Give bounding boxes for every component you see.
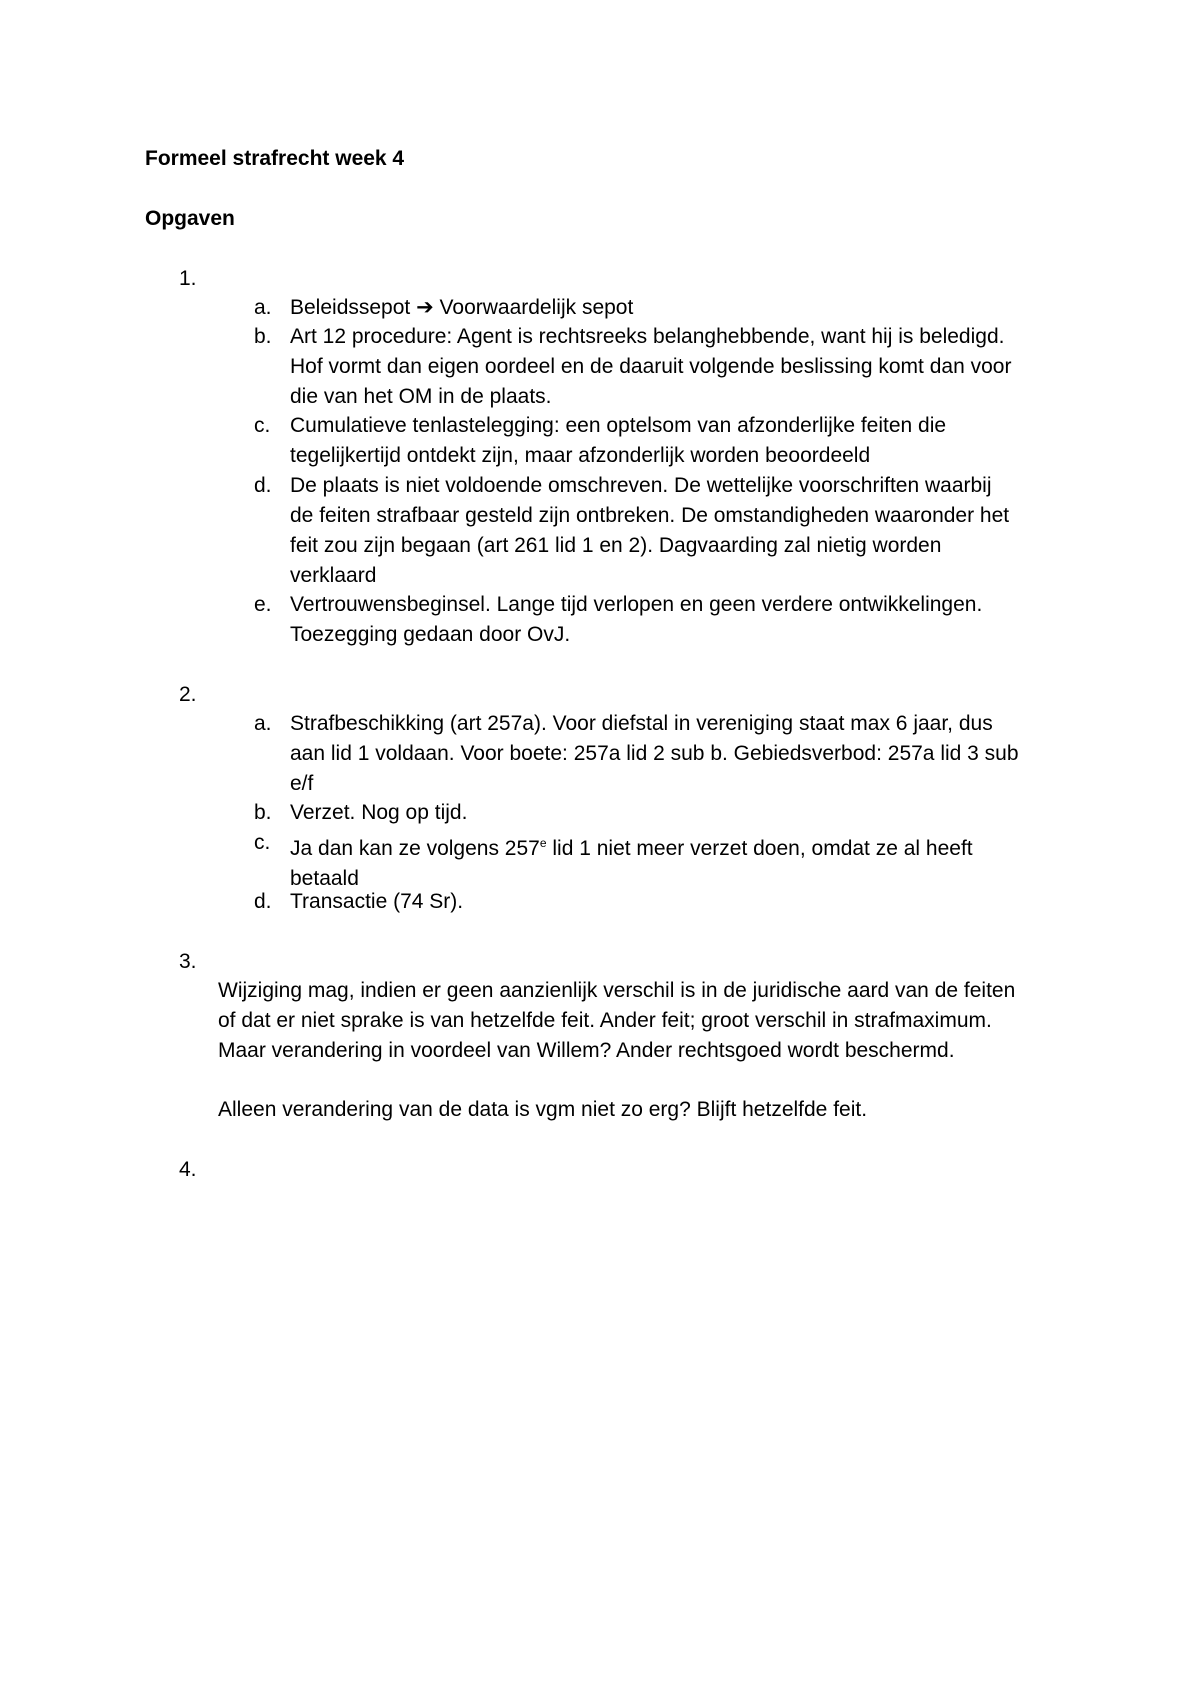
answer-line: Hof vormt dan eigen oordeel en de daaruit volgende beslissing komt dan voor <box>290 355 1012 378</box>
answer-2a <box>254 709 1074 799</box>
answer-line: Transactie (74 Sr). <box>290 890 464 913</box>
answer-text <box>290 411 1070 471</box>
answer-line: betaald <box>290 867 359 890</box>
answer-line: Vertrouwensbeginsel. Lange tijd verlopen en geen verdere ontwikkelingen. <box>290 593 983 616</box>
answer-line: verklaard <box>290 564 377 587</box>
answer-line: e/f <box>290 772 314 795</box>
answer-text <box>290 293 1070 323</box>
answer-line: aan lid 1 voldaan. Voor boete: 257a lid 2 sub b. Gebiedsverbod: 257a lid 3 sub <box>290 742 1019 765</box>
answer-line: feit zou zijn begaan (art 261 lid 1 en 2). Dagvaarding zal nietig worden <box>290 534 942 557</box>
answer-letter: a. <box>254 712 272 735</box>
answer-text-part: Beleidssepot <box>290 296 417 319</box>
superscript: e <box>539 836 547 850</box>
question-number-1: 1. <box>179 267 197 290</box>
answer-line: De plaats is niet voldoende omschreven. De wettelijke voorschriften waarbij <box>290 474 992 497</box>
answer-text-part: Voorwaardelijk sepot <box>433 296 634 319</box>
answer-1b <box>254 322 1074 412</box>
section-heading: Opgaven <box>145 207 235 230</box>
question-number-2: 2. <box>179 683 197 706</box>
answer-text <box>290 828 1070 894</box>
answer-line <box>290 828 1070 864</box>
answer-line: Wijziging mag, indien er geen aanzienlijk verschil is in de juridische aard van de feiten <box>218 979 1016 1002</box>
question-number-4: 4. <box>179 1158 197 1181</box>
answer-line: Maar verandering in voordeel van Willem? Ander rechtsgoed wordt beschermd. <box>218 1039 955 1062</box>
answer-letter: d. <box>254 474 272 497</box>
document-title: Formeel strafrecht week 4 <box>145 147 405 170</box>
answer-letter: b. <box>254 325 272 348</box>
answer-text <box>290 887 1070 917</box>
answer-3-paragraph-1 <box>218 976 1078 1066</box>
answer-line: die van het OM in de plaats. <box>290 385 552 408</box>
answer-letter: c. <box>254 831 271 854</box>
answer-line: Cumulatieve tenlastelegging: een optelsom van afzonderlijke feiten die <box>290 414 947 437</box>
answer-letter: a. <box>254 296 272 319</box>
answer-letter: c. <box>254 414 271 437</box>
answer-1d <box>254 471 1074 591</box>
answer-line: Art 12 procedure: Agent is rechtsreeks belanghebbende, want hij is beledigd. <box>290 325 1005 348</box>
answer-text <box>290 709 1070 799</box>
answer-line: Toezegging gedaan door OvJ. <box>290 623 571 646</box>
answer-text <box>290 798 1070 828</box>
answer-1c <box>254 411 1074 471</box>
answer-text <box>290 471 1070 591</box>
answer-line: tegelijkertijd ontdekt zijn, maar afzonderlijk worden beoordeeld <box>290 444 871 467</box>
answer-text-part: lid 1 niet meer verzet doen, omdat ze al heeft <box>546 837 973 860</box>
answer-text-part: Ja dan kan ze volgens 257 <box>290 837 540 860</box>
answer-2c <box>254 828 1074 888</box>
answer-line: of dat er niet sprake is van hetzelfde feit. Ander feit; groot verschil in strafmaximum. <box>218 1009 992 1032</box>
answer-letter: d. <box>254 890 272 913</box>
answer-text <box>290 322 1070 412</box>
arrow-right-icon: ➔ <box>416 296 434 319</box>
answer-line: de feiten strafbaar gesteld zijn ontbreken. De omstandigheden waaronder het <box>290 504 1010 527</box>
answer-1e <box>254 590 1074 650</box>
question-number-3: 3. <box>179 950 197 973</box>
answer-line: Strafbeschikking (art 257a). Voor diefstal in vereniging staat max 6 jaar, dus <box>290 712 993 735</box>
answer-line: Verzet. Nog op tijd. <box>290 801 468 824</box>
answer-letter: b. <box>254 801 272 824</box>
answer-text <box>290 590 1070 650</box>
answer-line: Alleen verandering van de data is vgm niet zo erg? Blijft hetzelfde feit. <box>218 1098 868 1121</box>
answer-3-paragraph-2 <box>218 1095 1078 1125</box>
answer-letter: e. <box>254 593 272 616</box>
